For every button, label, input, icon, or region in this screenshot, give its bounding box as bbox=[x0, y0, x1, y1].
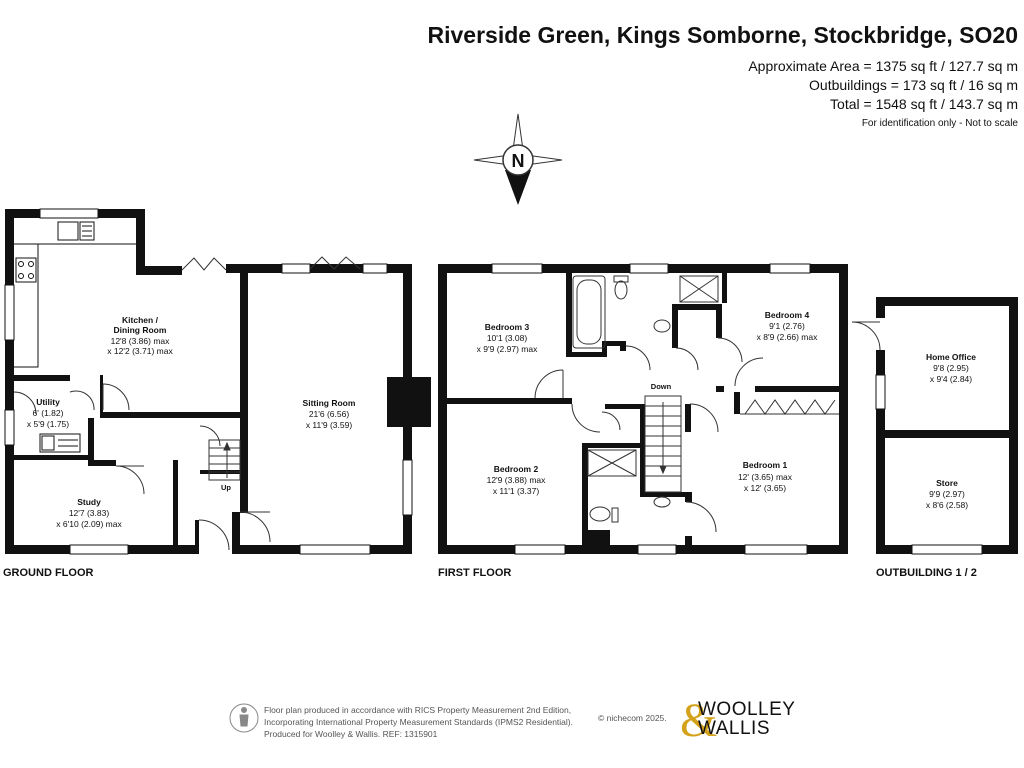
store-name: Store bbox=[936, 478, 958, 488]
logo-wallis: WALLIS bbox=[698, 718, 770, 739]
homeoffice-dim2: x 9'4 (2.84) bbox=[929, 374, 973, 384]
sitting-name: Sitting Room bbox=[302, 398, 356, 408]
basin-icon bbox=[654, 320, 670, 332]
store-dim1: 9'9 (2.97) bbox=[929, 489, 965, 499]
page-title: Riverside Green, Kings Somborne, Stockbridge, SO20 bbox=[427, 22, 1018, 48]
stairs-up-label: Up bbox=[221, 483, 231, 492]
outbuilding-windows bbox=[876, 375, 982, 554]
footer-line1: Floor plan produced in accordance with RICS Property Measurement 2nd Edition, bbox=[264, 705, 572, 715]
study-dim1: 12'7 (3.83) bbox=[68, 508, 110, 518]
outbuilding-plan bbox=[876, 297, 1018, 554]
kitchen-name2: Dining Room bbox=[113, 325, 167, 335]
bedroom2-dim1: 12'9 (3.88) max bbox=[486, 475, 546, 485]
bedroom4-dim2: x 8'9 (2.66) max bbox=[756, 332, 818, 342]
sitting-dim1: 21'6 (6.56) bbox=[308, 409, 350, 419]
hob-icon bbox=[16, 258, 36, 282]
first-floor-plan bbox=[438, 264, 848, 554]
approximate-area: Approximate Area = 1375 sq ft / 127.7 sq m bbox=[748, 58, 1018, 74]
utility-name: Utility bbox=[36, 397, 60, 407]
ensuite-basin-icon bbox=[654, 497, 670, 507]
first-stairs bbox=[645, 396, 681, 492]
bedroom2-name: Bedroom 2 bbox=[493, 464, 539, 474]
total-area: Total = 1548 sq ft / 143.7 sq m bbox=[830, 96, 1018, 112]
bedroom4-dim1: 9'1 (2.76) bbox=[769, 321, 805, 331]
compass-icon bbox=[474, 114, 562, 205]
first-floor-windows bbox=[492, 264, 810, 554]
sitting-dim2: x 11'9 (3.59) bbox=[305, 420, 353, 430]
homeoffice-name: Home Office bbox=[925, 352, 977, 362]
footer-line3: Produced for Woolley & Wallis. REF: 1315901 bbox=[264, 729, 438, 739]
logo-woolley: WOOLLEY bbox=[698, 699, 796, 720]
logo-ampersand: & bbox=[680, 694, 718, 747]
first-floor-label: FIRST FLOOR bbox=[438, 567, 512, 579]
kitchen-name1: Kitchen / bbox=[122, 315, 158, 325]
bedroom1-dim1: 12' (3.65) max bbox=[737, 472, 793, 482]
homeoffice-dim1: 9'8 (2.95) bbox=[933, 363, 969, 373]
kitchen-dim2: x 12'2 (3.71) max bbox=[107, 346, 173, 356]
stairs-down-label: Down bbox=[650, 382, 672, 391]
ensuite-toilet-icon bbox=[590, 507, 610, 521]
footer-notes bbox=[264, 704, 573, 740]
utility-dim2: x 5'9 (1.75) bbox=[26, 419, 70, 429]
scale-note: For identification only - Not to scale bbox=[861, 118, 1018, 129]
bedroom4-name: Bedroom 4 bbox=[764, 310, 810, 320]
bedroom3-dim1: 10'1 (3.08) bbox=[486, 333, 528, 343]
footer-line2: Incorporating International Property Measurement Standards (IPMS2 Residential). bbox=[264, 717, 573, 727]
bedroom3-dim2: x 9'9 (2.97) max bbox=[476, 344, 538, 354]
outbuilding-label: OUTBUILDING 1 / 2 bbox=[876, 567, 977, 579]
bedroom1-dim2: x 12' (3.65) bbox=[743, 483, 787, 493]
first-floor-doors bbox=[535, 338, 763, 532]
study-name: Study bbox=[77, 497, 101, 507]
wardrobes bbox=[740, 400, 839, 414]
bedroom3-name: Bedroom 3 bbox=[484, 322, 530, 332]
person-icon bbox=[230, 704, 258, 732]
sink-icon bbox=[58, 222, 78, 240]
utility-sink-icon bbox=[42, 436, 54, 450]
ground-floor-plan bbox=[5, 209, 431, 554]
ground-floor-label: GROUND FLOOR bbox=[3, 567, 94, 579]
outbuildings-area: Outbuildings = 173 sq ft / 16 sq m bbox=[809, 77, 1018, 93]
store-dim2: x 8'6 (2.58) bbox=[925, 500, 969, 510]
compass-letter: N bbox=[511, 151, 525, 171]
study-dim2: x 6'10 (2.09) max bbox=[56, 519, 122, 529]
footer-copyright: © nichecom 2025. bbox=[598, 713, 667, 723]
outbuilding-door bbox=[852, 318, 885, 350]
utility-dim1: 6' (1.82) bbox=[32, 408, 64, 418]
bedroom1-name: Bedroom 1 bbox=[742, 460, 788, 470]
toilet-icon bbox=[615, 281, 627, 299]
bedroom2-dim2: x 11'1 (3.37) bbox=[492, 486, 540, 496]
kitchen-dim1: 12'8 (3.86) max bbox=[110, 336, 170, 346]
